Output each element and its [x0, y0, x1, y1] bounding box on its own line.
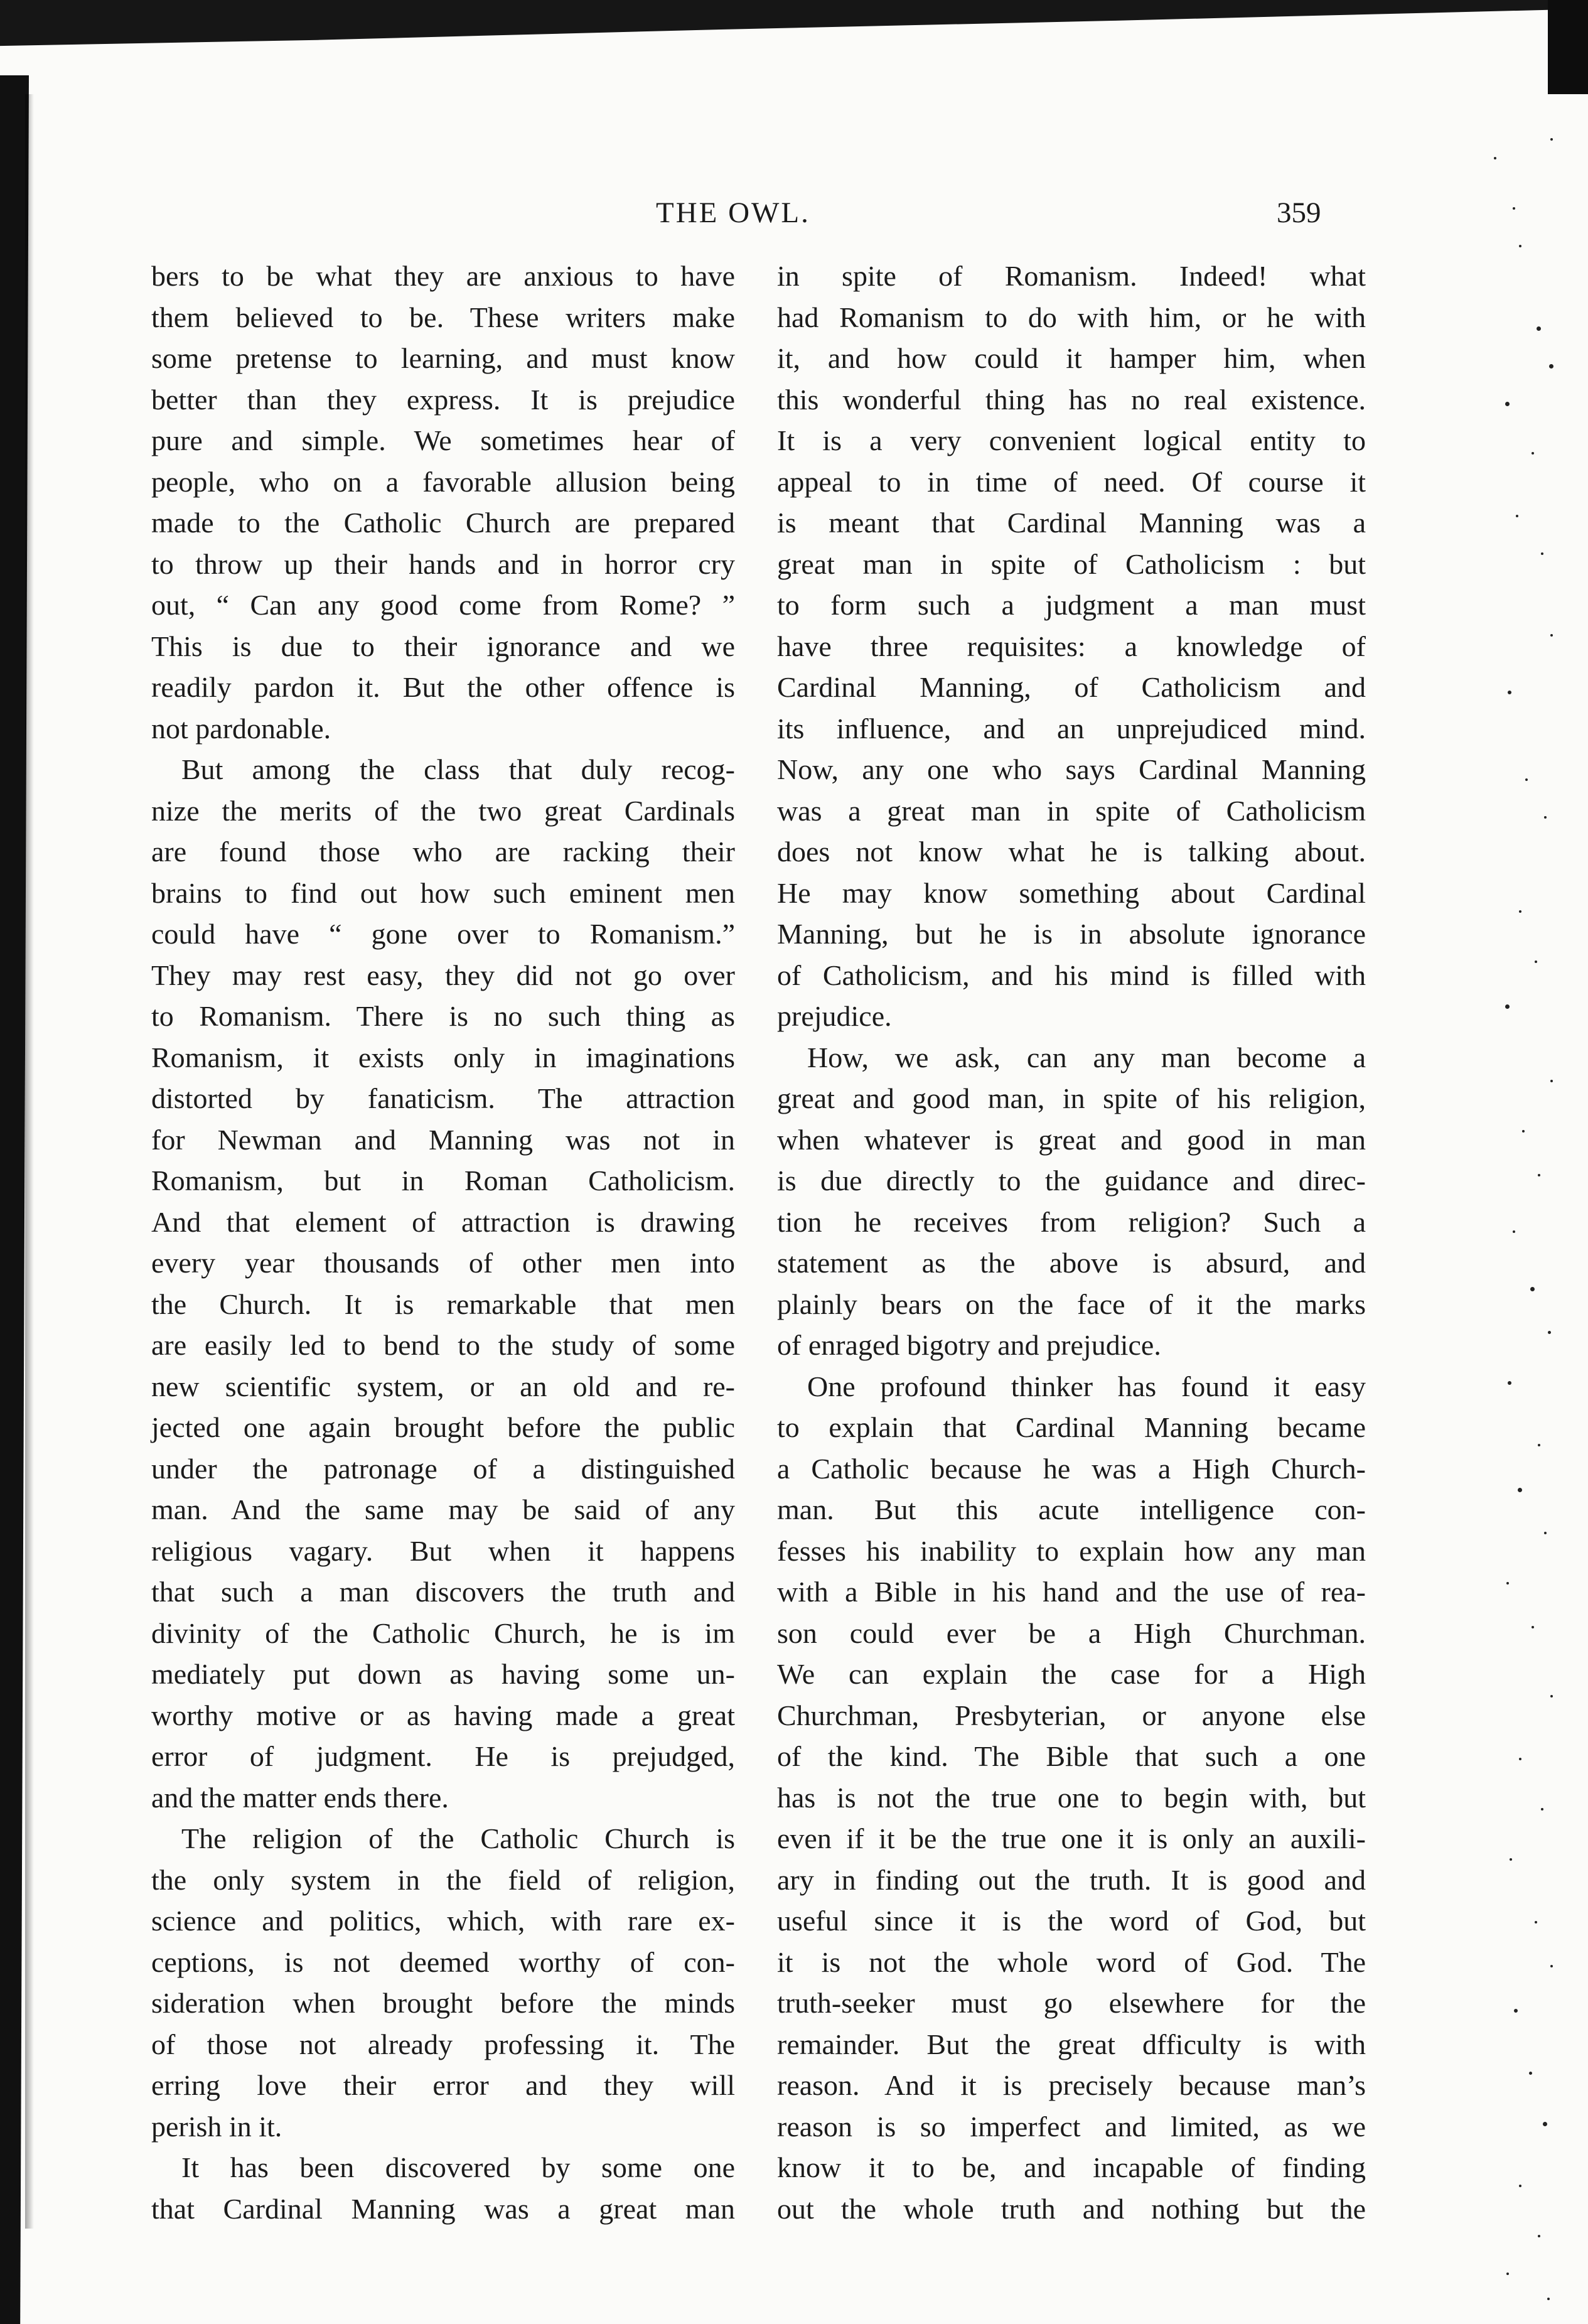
text-line: It has been discovered by some one — [181, 2151, 735, 2183]
scan-speck — [1508, 1381, 1511, 1385]
text-line: man. And the same may be said of any — [151, 1493, 735, 1525]
text-line: plainly bears on the face of it the marks — [777, 1288, 1366, 1320]
text-line: readily pardon it. But the other offence is — [151, 671, 735, 703]
text-line: useful since it is the word of God, but — [777, 1905, 1366, 1937]
text-line: them believed to be. These writers make — [151, 301, 735, 333]
text-line: to throw up their hands and in horror cry — [151, 547, 735, 580]
text-line: in spite of Romanism. Indeed! what — [777, 260, 1366, 292]
text-line: Romanism, but in Roman Catholicism. — [151, 1165, 735, 1197]
text-line: They may rest easy, they did not go over — [151, 959, 735, 991]
text-line: brains to find out how such eminent men — [151, 876, 735, 909]
scan-speck — [1519, 1758, 1521, 1760]
text-line: of Catholicism, and his mind is filled with — [777, 959, 1366, 991]
text-line: out, “ Can any good come from Rome? ” — [151, 589, 735, 621]
text-line: and the matter ends there. — [151, 1781, 449, 1814]
text-line: The religion of the Catholic Church is — [181, 1822, 735, 1854]
text-line: Now, any one who says Cardinal Manning — [777, 753, 1366, 785]
text-line: its influence, and an unprejudiced mind. — [777, 712, 1366, 745]
text-line: ary in finding out the truth. It is good and — [777, 1863, 1366, 1896]
text-line: appeal to in time of need. Of course it — [777, 465, 1366, 498]
text-line: of those not already professing it. The — [151, 2028, 735, 2060]
scan-speck — [1550, 634, 1553, 637]
text-line: to form such a judgment a man must — [777, 589, 1366, 621]
scan-speck — [1506, 1582, 1509, 1584]
text-line: to Romanism. There is no such thing as — [151, 1000, 735, 1032]
scan-speck — [1514, 2009, 1518, 2013]
text-line: even if it be the true one it is only an auxili- — [777, 1822, 1366, 1854]
scan-speck — [1550, 1965, 1553, 1967]
text-line: We can explain the case for a High — [777, 1658, 1366, 1690]
text-line: has is not the true one to begin with, but — [777, 1781, 1366, 1814]
text-line: it, and how could it hamper him, when — [777, 342, 1366, 374]
text-line: bers to be what they are anxious to have — [151, 260, 735, 292]
scan-speck — [1544, 816, 1547, 819]
text-line: are found those who are racking their — [151, 836, 735, 868]
text-line: One profound thinker has found it easy — [807, 1370, 1366, 1402]
text-line: of the kind. The Bible that such a one — [777, 1740, 1366, 1772]
text-line: great and good man, in spite of his religion, — [777, 1082, 1366, 1114]
scan-speck — [1513, 1230, 1515, 1233]
text-line: know it to be, and incapable of finding — [777, 2151, 1366, 2183]
scan-speck — [1519, 245, 1521, 247]
text-line: are easily led to bend to the study of some — [151, 1329, 735, 1361]
text-line: reason. And it is precisely because man’s — [777, 2069, 1366, 2101]
text-line: worthy motive or as having made a great — [151, 1699, 735, 1731]
scan-speck — [1508, 691, 1511, 694]
text-line: mediately put down as having some un- — [151, 1658, 735, 1690]
scan-speck — [1538, 1444, 1540, 1446]
text-line: Churchman, Presbyterian, or anyone else — [777, 1699, 1366, 1731]
text-line: sideration when brought before the minds — [151, 1987, 735, 2019]
text-line: is due directly to the guidance and direc- — [777, 1165, 1366, 1197]
scan-speck — [1494, 157, 1496, 159]
text-line: erring love their error and they will — [151, 2069, 735, 2101]
text-line: It is a very convenient logical entity to — [777, 424, 1366, 456]
page-gutter-shadow — [25, 94, 34, 2229]
text-line: perish in it. — [151, 2110, 282, 2143]
text-line: And that element of attraction is drawing — [151, 1205, 735, 1238]
scan-speck — [1518, 1488, 1522, 1492]
text-line: a Catholic because he was a High Church- — [777, 1452, 1366, 1485]
scan-speck — [1537, 326, 1541, 331]
text-line: that Cardinal Manning was a great man — [151, 2192, 735, 2225]
text-line: for Newman and Manning was not in — [151, 1123, 735, 1156]
scan-border-top — [0, 0, 1588, 74]
text-line: out the whole truth and nothing but the — [777, 2192, 1366, 2225]
text-line: better than they express. It is prejudice — [151, 383, 735, 416]
text-line: does not know what he is talking about. — [777, 836, 1366, 868]
scan-speck — [1550, 1080, 1553, 1082]
scan-speck — [1532, 1626, 1534, 1628]
scan-speck — [1538, 2235, 1540, 2237]
text-line: Romanism, it exists only in imaginations — [151, 1041, 735, 1073]
text-line: divinity of the Catholic Church, he is im — [151, 1617, 735, 1649]
text-line: truth-seeker must go elsewhere for the — [777, 1987, 1366, 2019]
scan-speck — [1519, 910, 1521, 913]
scan-speck — [1541, 552, 1543, 555]
scan-speck — [1516, 515, 1518, 517]
text-line: was a great man in spite of Catholicism — [777, 794, 1366, 827]
text-line: reason is so imperfect and limited, as we — [777, 2110, 1366, 2143]
scan-speck — [1548, 1331, 1551, 1334]
text-line: ceptions, is not deemed worthy of con- — [151, 1945, 735, 1978]
scan-speck — [1538, 1174, 1540, 1176]
scan-speck — [1522, 1130, 1525, 1132]
scan-speck — [1506, 2273, 1509, 2275]
text-line: tion he receives from religion? Such a — [777, 1205, 1366, 1238]
text-line: had Romanism to do with him, or he with — [777, 301, 1366, 333]
scan-speck — [1505, 1004, 1510, 1009]
scan-speck — [1535, 1921, 1537, 1923]
text-line: with a Bible in his hand and the use of rea- — [777, 1576, 1366, 1608]
scan-speck — [1529, 2072, 1532, 2075]
text-line: religious vagary. But when it happens — [151, 1534, 735, 1567]
text-line: jected one again brought before the public — [151, 1411, 735, 1443]
scan-speck — [1541, 1808, 1543, 1810]
text-line: the only system in the field of religion, — [151, 1863, 735, 1896]
text-column-right — [777, 256, 1366, 2229]
text-line: error of judgment. He is prejudged, — [151, 1740, 735, 1772]
scan-speck — [1549, 364, 1553, 369]
text-line: have three requisites: a knowledge of — [777, 630, 1366, 662]
text-line: some pretense to learning, and must know — [151, 342, 735, 374]
text-line: distorted by fanaticism. The attraction — [151, 1082, 735, 1114]
text-line: How, we ask, can any man become a — [807, 1041, 1366, 1073]
text-line: science and politics, which, with rare ex- — [151, 1905, 735, 1937]
text-line: people, who on a favorable allusion being — [151, 465, 735, 498]
text-line: not pardonable. — [151, 712, 331, 745]
text-line: new scientific system, or an old and re- — [151, 1370, 735, 1402]
scan-speck — [1510, 1858, 1512, 1861]
text-line: nize the merits of the two great Cardinals — [151, 794, 735, 827]
text-line: it is not the whole word of God. The — [777, 1945, 1366, 1978]
page-number: 359 — [1277, 196, 1321, 229]
text-line: man. But this acute intelligence con- — [777, 1493, 1366, 1525]
text-line: of enraged bigotry and prejudice. — [777, 1329, 1161, 1361]
text-line: the Church. It is remarkable that men — [151, 1288, 735, 1320]
text-line: Cardinal Manning, of Catholicism and — [777, 671, 1366, 703]
text-line: statement as the above is absurd, and — [777, 1247, 1366, 1279]
text-line: under the patronage of a distinguished — [151, 1452, 735, 1485]
text-line: This is due to their ignorance and we — [151, 630, 735, 662]
text-line: But among the class that duly recog- — [181, 753, 735, 785]
text-line: pure and simple. We sometimes hear of — [151, 424, 735, 456]
text-line: every year thousands of other men into — [151, 1247, 735, 1279]
scan-speck — [1513, 207, 1515, 210]
text-line: Manning, but he is in absolute ignorance — [777, 918, 1366, 950]
text-line: could have “ gone over to Romanism.” — [151, 918, 735, 950]
scan-speck — [1550, 138, 1553, 141]
text-line: made to the Catholic Church are prepared — [151, 507, 735, 539]
scan-speck — [1550, 1695, 1553, 1697]
scan-speck — [1519, 2185, 1521, 2187]
text-column-left — [151, 256, 735, 2229]
text-line: great man in spite of Catholicism : but — [777, 547, 1366, 580]
text-line: remainder. But the great dfficulty is with — [777, 2028, 1366, 2060]
text-line: prejudice. — [777, 1000, 892, 1032]
scan-speck — [1543, 2122, 1547, 2126]
scan-speck — [1525, 778, 1528, 781]
scan-speck — [1530, 1287, 1535, 1291]
text-line: He may know something about Cardinal — [777, 876, 1366, 909]
text-line: is meant that Cardinal Manning was a — [777, 507, 1366, 539]
scan-speck — [1547, 2298, 1550, 2300]
scan-speck — [1532, 452, 1534, 455]
text-line: this wonderful thing has no real existence. — [777, 383, 1366, 416]
scan-speck — [1535, 960, 1537, 963]
running-title: THE OWL. — [656, 196, 810, 229]
text-line: to explain that Cardinal Manning became — [777, 1411, 1366, 1443]
scan-border-corner — [1548, 0, 1588, 94]
scan-speck — [1544, 1532, 1547, 1534]
text-line: son could ever be a High Churchman. — [777, 1617, 1366, 1649]
scan-speck — [1505, 402, 1510, 406]
text-line: fesses his inability to explain how any man — [777, 1534, 1366, 1567]
text-line: when whatever is great and good in man — [777, 1123, 1366, 1156]
text-line: that such a man discovers the truth and — [151, 1576, 735, 1608]
